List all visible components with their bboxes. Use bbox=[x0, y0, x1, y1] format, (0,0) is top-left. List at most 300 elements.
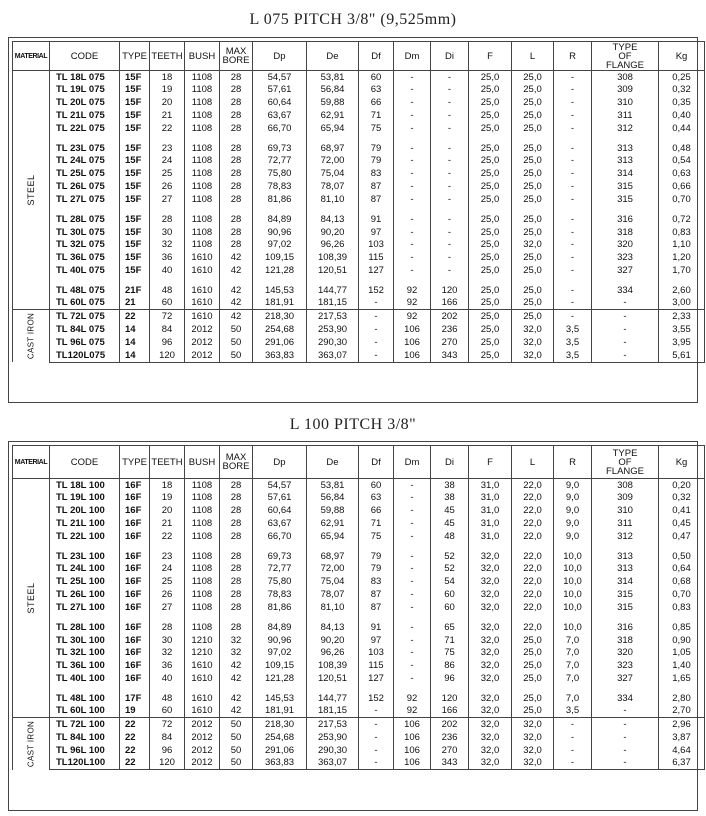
spacer-cell bbox=[431, 542, 469, 549]
value-cell: 60 bbox=[359, 71, 394, 84]
value-cell: 0,66 bbox=[659, 180, 705, 193]
value-cell: 308 bbox=[592, 71, 659, 84]
value-cell: 25,0 bbox=[512, 213, 554, 226]
value-cell: 0,48 bbox=[659, 142, 705, 155]
value-cell: 52 bbox=[431, 562, 469, 575]
value-cell: 120 bbox=[150, 757, 185, 770]
value-cell: 7,0 bbox=[554, 692, 592, 705]
code-cell: TL 23L 075 bbox=[50, 142, 120, 155]
value-cell: 312 bbox=[592, 530, 659, 543]
value-cell: 315 bbox=[592, 193, 659, 206]
value-cell: - bbox=[394, 193, 431, 206]
value-cell: 25,0 bbox=[512, 264, 554, 277]
value-cell: 32,0 bbox=[469, 692, 512, 705]
value-cell: 60 bbox=[359, 479, 394, 492]
column-header: De bbox=[307, 446, 359, 479]
spacer-cell bbox=[150, 542, 185, 549]
value-cell: 15F bbox=[120, 238, 150, 251]
column-header: BUSH bbox=[185, 446, 220, 479]
value-cell: 316 bbox=[592, 621, 659, 634]
value-cell: - bbox=[554, 310, 592, 323]
value-cell: 109,15 bbox=[253, 251, 307, 264]
value-cell: 25,0 bbox=[469, 238, 512, 251]
value-cell: 15F bbox=[120, 180, 150, 193]
value-cell: 21F bbox=[120, 284, 150, 297]
value-cell: 3,55 bbox=[659, 323, 705, 336]
value-cell: 28 bbox=[220, 142, 253, 155]
value-cell: 14 bbox=[120, 349, 150, 362]
code-cell: TL 22L 100 bbox=[50, 530, 120, 543]
column-header: Df bbox=[359, 42, 394, 71]
value-cell: 1108 bbox=[185, 517, 220, 530]
code-cell: TL 48L 100 bbox=[50, 692, 120, 705]
value-cell: 2,80 bbox=[659, 692, 705, 705]
spacer-cell bbox=[659, 206, 705, 213]
value-cell: 25,0 bbox=[469, 122, 512, 135]
value-cell: 1108 bbox=[185, 167, 220, 180]
value-cell: 2012 bbox=[185, 336, 220, 349]
value-cell: 10,0 bbox=[554, 562, 592, 575]
value-cell: 19 bbox=[120, 705, 150, 718]
spacer-cell bbox=[120, 134, 150, 141]
value-cell: 363,07 bbox=[307, 349, 359, 362]
value-cell: - bbox=[394, 71, 431, 84]
value-cell: 28 bbox=[220, 530, 253, 543]
value-cell: 23 bbox=[150, 142, 185, 155]
value-cell: 42 bbox=[220, 264, 253, 277]
code-cell: TL 24L 100 bbox=[50, 562, 120, 575]
value-cell: 22,0 bbox=[512, 491, 554, 504]
table-row bbox=[13, 71, 705, 84]
code-cell: TL 72L 100 bbox=[50, 718, 120, 731]
value-cell: - bbox=[554, 180, 592, 193]
value-cell: 56,84 bbox=[307, 83, 359, 96]
material-cell bbox=[13, 718, 50, 770]
value-cell: 63 bbox=[359, 83, 394, 96]
value-cell: 90,20 bbox=[307, 634, 359, 647]
value-cell: 31,0 bbox=[469, 491, 512, 504]
value-cell: - bbox=[554, 154, 592, 167]
value-cell: 363,83 bbox=[253, 757, 307, 770]
value-cell: 96,26 bbox=[307, 646, 359, 659]
value-cell: 217,53 bbox=[307, 310, 359, 323]
value-cell: 254,68 bbox=[253, 323, 307, 336]
value-cell: 0,35 bbox=[659, 96, 705, 109]
spacer-cell bbox=[592, 542, 659, 549]
spacer-cell bbox=[150, 614, 185, 621]
value-cell: 120 bbox=[431, 284, 469, 297]
value-cell: 315 bbox=[592, 601, 659, 614]
value-cell: 63,67 bbox=[253, 109, 307, 122]
value-cell: 72,77 bbox=[253, 562, 307, 575]
table-row bbox=[13, 142, 705, 155]
code-cell: TL 20L 100 bbox=[50, 504, 120, 517]
value-cell: - bbox=[554, 284, 592, 297]
value-cell: 60 bbox=[150, 297, 185, 310]
table-row bbox=[13, 757, 705, 770]
value-cell: 15F bbox=[120, 193, 150, 206]
value-cell: 57,61 bbox=[253, 491, 307, 504]
value-cell: - bbox=[394, 96, 431, 109]
value-cell: 15F bbox=[120, 167, 150, 180]
value-cell: - bbox=[554, 71, 592, 84]
value-cell: 15F bbox=[120, 251, 150, 264]
value-cell: 0,70 bbox=[659, 193, 705, 206]
value-cell: 166 bbox=[431, 297, 469, 310]
value-cell: 320 bbox=[592, 646, 659, 659]
value-cell: 217,53 bbox=[307, 718, 359, 731]
value-cell: 1,20 bbox=[659, 251, 705, 264]
table-row bbox=[13, 251, 705, 264]
value-cell: 16F bbox=[120, 575, 150, 588]
value-cell: 290,30 bbox=[307, 336, 359, 349]
spacer-cell bbox=[220, 542, 253, 549]
table-row bbox=[13, 109, 705, 122]
spacer-cell bbox=[592, 206, 659, 213]
code-cell: TL 48L 075 bbox=[50, 284, 120, 297]
value-cell: 181,91 bbox=[253, 297, 307, 310]
value-cell: 2,33 bbox=[659, 310, 705, 323]
value-cell: 63,67 bbox=[253, 517, 307, 530]
column-header: Dm bbox=[394, 446, 431, 479]
value-cell: 60,64 bbox=[253, 96, 307, 109]
column-header: MATERIAL bbox=[13, 42, 50, 71]
value-cell: 92 bbox=[394, 310, 431, 323]
value-cell: 1108 bbox=[185, 238, 220, 251]
value-cell: 144,77 bbox=[307, 692, 359, 705]
value-cell: - bbox=[592, 349, 659, 362]
column-header bbox=[220, 42, 253, 71]
value-cell: 6,37 bbox=[659, 757, 705, 770]
spacer-cell bbox=[120, 206, 150, 213]
column-header: TEETH bbox=[150, 42, 185, 71]
value-cell: 42 bbox=[220, 284, 253, 297]
value-cell: - bbox=[554, 264, 592, 277]
column-header: L bbox=[512, 42, 554, 71]
value-cell: 69,73 bbox=[253, 550, 307, 563]
spacer-cell bbox=[512, 206, 554, 213]
value-cell: 25,0 bbox=[512, 71, 554, 84]
code-cell: TL 25L 075 bbox=[50, 167, 120, 180]
value-cell: 9,0 bbox=[554, 530, 592, 543]
value-cell: 254,68 bbox=[253, 731, 307, 744]
value-cell: 2,60 bbox=[659, 284, 705, 297]
value-cell: - bbox=[592, 731, 659, 744]
value-cell: 32,0 bbox=[469, 621, 512, 634]
value-cell: 92 bbox=[394, 705, 431, 718]
table-row bbox=[13, 718, 705, 731]
value-cell: 28 bbox=[220, 193, 253, 206]
spec-table bbox=[12, 445, 705, 770]
spacer-cell bbox=[431, 685, 469, 692]
value-cell: 40 bbox=[150, 264, 185, 277]
value-cell: 81,10 bbox=[307, 193, 359, 206]
value-cell: 1,05 bbox=[659, 646, 705, 659]
value-cell: 32,0 bbox=[512, 757, 554, 770]
value-cell: 2012 bbox=[185, 744, 220, 757]
column-header-line: BORE bbox=[222, 461, 250, 472]
value-cell: 75,04 bbox=[307, 575, 359, 588]
value-cell: 32,0 bbox=[469, 550, 512, 563]
code-cell: TL 72L 075 bbox=[50, 310, 120, 323]
value-cell: 0,83 bbox=[659, 226, 705, 239]
table-row bbox=[13, 562, 705, 575]
value-cell: 45 bbox=[431, 517, 469, 530]
spacer-cell bbox=[394, 685, 431, 692]
table-row bbox=[13, 122, 705, 135]
value-cell: 327 bbox=[592, 672, 659, 685]
code-cell: TL 32L 100 bbox=[50, 646, 120, 659]
value-cell: 9,0 bbox=[554, 517, 592, 530]
spacer-cell bbox=[394, 134, 431, 141]
spacer-cell bbox=[185, 542, 220, 549]
value-cell: 313 bbox=[592, 562, 659, 575]
column-header: Dp bbox=[253, 42, 307, 71]
spacer-cell bbox=[592, 614, 659, 621]
value-cell: 0,32 bbox=[659, 491, 705, 504]
value-cell: 48 bbox=[150, 284, 185, 297]
value-cell: 0,90 bbox=[659, 634, 705, 647]
value-cell: 42 bbox=[220, 705, 253, 718]
value-cell: 25,0 bbox=[469, 154, 512, 167]
value-cell: - bbox=[359, 718, 394, 731]
value-cell: - bbox=[394, 517, 431, 530]
value-cell: - bbox=[554, 213, 592, 226]
value-cell: - bbox=[359, 297, 394, 310]
value-cell: 318 bbox=[592, 226, 659, 239]
value-cell: 32,0 bbox=[512, 349, 554, 362]
value-cell: 103 bbox=[359, 238, 394, 251]
value-cell: 96 bbox=[150, 336, 185, 349]
spacer-cell bbox=[253, 206, 307, 213]
material-label: CAST IRON bbox=[26, 720, 36, 767]
value-cell: 42 bbox=[220, 297, 253, 310]
spacer-cell bbox=[554, 614, 592, 621]
value-cell: 0,68 bbox=[659, 575, 705, 588]
value-cell: - bbox=[431, 238, 469, 251]
spacer-cell bbox=[50, 614, 120, 621]
column-header: TYPE bbox=[120, 42, 150, 71]
value-cell: 152 bbox=[359, 284, 394, 297]
value-cell: 0,72 bbox=[659, 213, 705, 226]
value-cell: 115 bbox=[359, 251, 394, 264]
value-cell: 15F bbox=[120, 264, 150, 277]
value-cell: 96,26 bbox=[307, 238, 359, 251]
spacer-cell bbox=[554, 206, 592, 213]
value-cell: - bbox=[394, 659, 431, 672]
value-cell: 4,64 bbox=[659, 744, 705, 757]
table-row bbox=[13, 601, 705, 614]
table-row bbox=[13, 692, 705, 705]
column-header bbox=[220, 446, 253, 479]
value-cell: 25 bbox=[150, 167, 185, 180]
value-cell: 30 bbox=[150, 226, 185, 239]
value-cell: 28 bbox=[220, 517, 253, 530]
value-cell: 0,45 bbox=[659, 517, 705, 530]
spacer-row bbox=[13, 542, 705, 549]
value-cell: - bbox=[359, 336, 394, 349]
spacer-cell bbox=[359, 134, 394, 141]
value-cell: 16F bbox=[120, 646, 150, 659]
value-cell: 66 bbox=[359, 96, 394, 109]
value-cell: 16F bbox=[120, 672, 150, 685]
value-cell: 26 bbox=[150, 180, 185, 193]
value-cell: 1610 bbox=[185, 251, 220, 264]
value-cell: 32,0 bbox=[512, 323, 554, 336]
value-cell: 127 bbox=[359, 672, 394, 685]
value-cell: 318 bbox=[592, 634, 659, 647]
value-cell: 253,90 bbox=[307, 323, 359, 336]
value-cell: 253,90 bbox=[307, 731, 359, 744]
code-cell: TL 60L 075 bbox=[50, 297, 120, 310]
value-cell: 22 bbox=[120, 310, 150, 323]
value-cell: 18 bbox=[150, 479, 185, 492]
spacer-cell bbox=[185, 134, 220, 141]
value-cell: 66,70 bbox=[253, 122, 307, 135]
value-cell: 32,0 bbox=[469, 718, 512, 731]
table-row bbox=[13, 634, 705, 647]
spacer-cell bbox=[253, 134, 307, 141]
value-cell: 25,0 bbox=[469, 264, 512, 277]
column-header-line: TYPE bbox=[612, 447, 638, 459]
code-cell: TL 18L 100 bbox=[50, 479, 120, 492]
value-cell: 25,0 bbox=[469, 336, 512, 349]
value-cell: 3,95 bbox=[659, 336, 705, 349]
table-row bbox=[13, 226, 705, 239]
value-cell: - bbox=[394, 142, 431, 155]
value-cell: 78,07 bbox=[307, 180, 359, 193]
value-cell: 60 bbox=[150, 705, 185, 718]
column-header: Kg bbox=[659, 42, 705, 71]
value-cell: 15F bbox=[120, 71, 150, 84]
value-cell: 66 bbox=[359, 504, 394, 517]
value-cell: 71 bbox=[431, 634, 469, 647]
value-cell: 84,89 bbox=[253, 621, 307, 634]
value-cell: 50 bbox=[220, 336, 253, 349]
value-cell: 310 bbox=[592, 96, 659, 109]
code-cell: TL 18L 075 bbox=[50, 71, 120, 84]
value-cell: 28 bbox=[220, 71, 253, 84]
value-cell: 28 bbox=[220, 167, 253, 180]
spacer-row bbox=[13, 614, 705, 621]
value-cell: 25,0 bbox=[469, 284, 512, 297]
value-cell: 30 bbox=[150, 634, 185, 647]
value-cell: 343 bbox=[431, 349, 469, 362]
value-cell: 309 bbox=[592, 83, 659, 96]
spacer-cell bbox=[512, 277, 554, 284]
code-cell: TL 27L 075 bbox=[50, 193, 120, 206]
value-cell: 106 bbox=[394, 323, 431, 336]
column-header: Kg bbox=[659, 446, 705, 479]
value-cell: - bbox=[592, 336, 659, 349]
value-cell: 38 bbox=[431, 479, 469, 492]
value-cell: 1610 bbox=[185, 672, 220, 685]
spacer-cell bbox=[50, 685, 120, 692]
code-cell: TL 40L 100 bbox=[50, 672, 120, 685]
material-label: CAST IRON bbox=[26, 313, 36, 360]
value-cell: 32,0 bbox=[469, 659, 512, 672]
value-cell: 313 bbox=[592, 142, 659, 155]
value-cell: 15F bbox=[120, 226, 150, 239]
column-header: CODE bbox=[50, 446, 120, 479]
code-cell: TL 40L 075 bbox=[50, 264, 120, 277]
value-cell: 25,0 bbox=[512, 297, 554, 310]
value-cell: - bbox=[394, 83, 431, 96]
spacer-cell bbox=[431, 134, 469, 141]
value-cell: 97,02 bbox=[253, 646, 307, 659]
value-cell: 0,32 bbox=[659, 83, 705, 96]
value-cell: 270 bbox=[431, 744, 469, 757]
value-cell: 291,06 bbox=[253, 336, 307, 349]
code-cell: TL 20L 075 bbox=[50, 96, 120, 109]
value-cell: 32 bbox=[150, 238, 185, 251]
value-cell: 236 bbox=[431, 731, 469, 744]
spec-table-l100-frame bbox=[8, 441, 698, 811]
table-row bbox=[13, 193, 705, 206]
value-cell: 32 bbox=[150, 646, 185, 659]
value-cell: 25,0 bbox=[512, 83, 554, 96]
value-cell: 121,28 bbox=[253, 264, 307, 277]
value-cell: 310 bbox=[592, 504, 659, 517]
value-cell: 25,0 bbox=[469, 226, 512, 239]
value-cell: 2012 bbox=[185, 349, 220, 362]
value-cell: 90,96 bbox=[253, 634, 307, 647]
code-cell: TL 19L 075 bbox=[50, 83, 120, 96]
spacer-cell bbox=[394, 277, 431, 284]
spacer-cell bbox=[307, 277, 359, 284]
value-cell: 22,0 bbox=[512, 504, 554, 517]
code-cell: TL 84L 075 bbox=[50, 323, 120, 336]
value-cell: 15F bbox=[120, 96, 150, 109]
value-cell: - bbox=[431, 154, 469, 167]
value-cell: 19 bbox=[150, 83, 185, 96]
value-cell: 16F bbox=[120, 504, 150, 517]
value-cell: 42 bbox=[220, 310, 253, 323]
value-cell: 78,07 bbox=[307, 588, 359, 601]
code-cell: TL 21L 100 bbox=[50, 517, 120, 530]
value-cell: 60,64 bbox=[253, 504, 307, 517]
value-cell: 323 bbox=[592, 659, 659, 672]
column-header: F bbox=[469, 446, 512, 479]
value-cell: 19 bbox=[150, 491, 185, 504]
table-row bbox=[13, 336, 705, 349]
value-cell: - bbox=[431, 193, 469, 206]
value-cell: 1610 bbox=[185, 297, 220, 310]
value-cell: - bbox=[431, 122, 469, 135]
spacer-cell bbox=[120, 542, 150, 549]
value-cell: 25,0 bbox=[512, 284, 554, 297]
value-cell: 18 bbox=[150, 71, 185, 84]
value-cell: 16F bbox=[120, 530, 150, 543]
value-cell: 9,0 bbox=[554, 491, 592, 504]
value-cell: 15F bbox=[120, 109, 150, 122]
value-cell: 21 bbox=[150, 517, 185, 530]
value-cell: - bbox=[359, 310, 394, 323]
column-header: BUSH bbox=[185, 42, 220, 71]
table-row bbox=[13, 588, 705, 601]
value-cell: 22,0 bbox=[512, 575, 554, 588]
column-header: Df bbox=[359, 446, 394, 479]
column-header: TYPE bbox=[120, 446, 150, 479]
value-cell: 9,0 bbox=[554, 479, 592, 492]
value-cell: 1108 bbox=[185, 154, 220, 167]
value-cell: - bbox=[554, 109, 592, 122]
value-cell: 87 bbox=[359, 180, 394, 193]
value-cell: 181,15 bbox=[307, 297, 359, 310]
value-cell: 25,0 bbox=[469, 142, 512, 155]
column-header: Dm bbox=[394, 42, 431, 71]
value-cell: 97,02 bbox=[253, 238, 307, 251]
